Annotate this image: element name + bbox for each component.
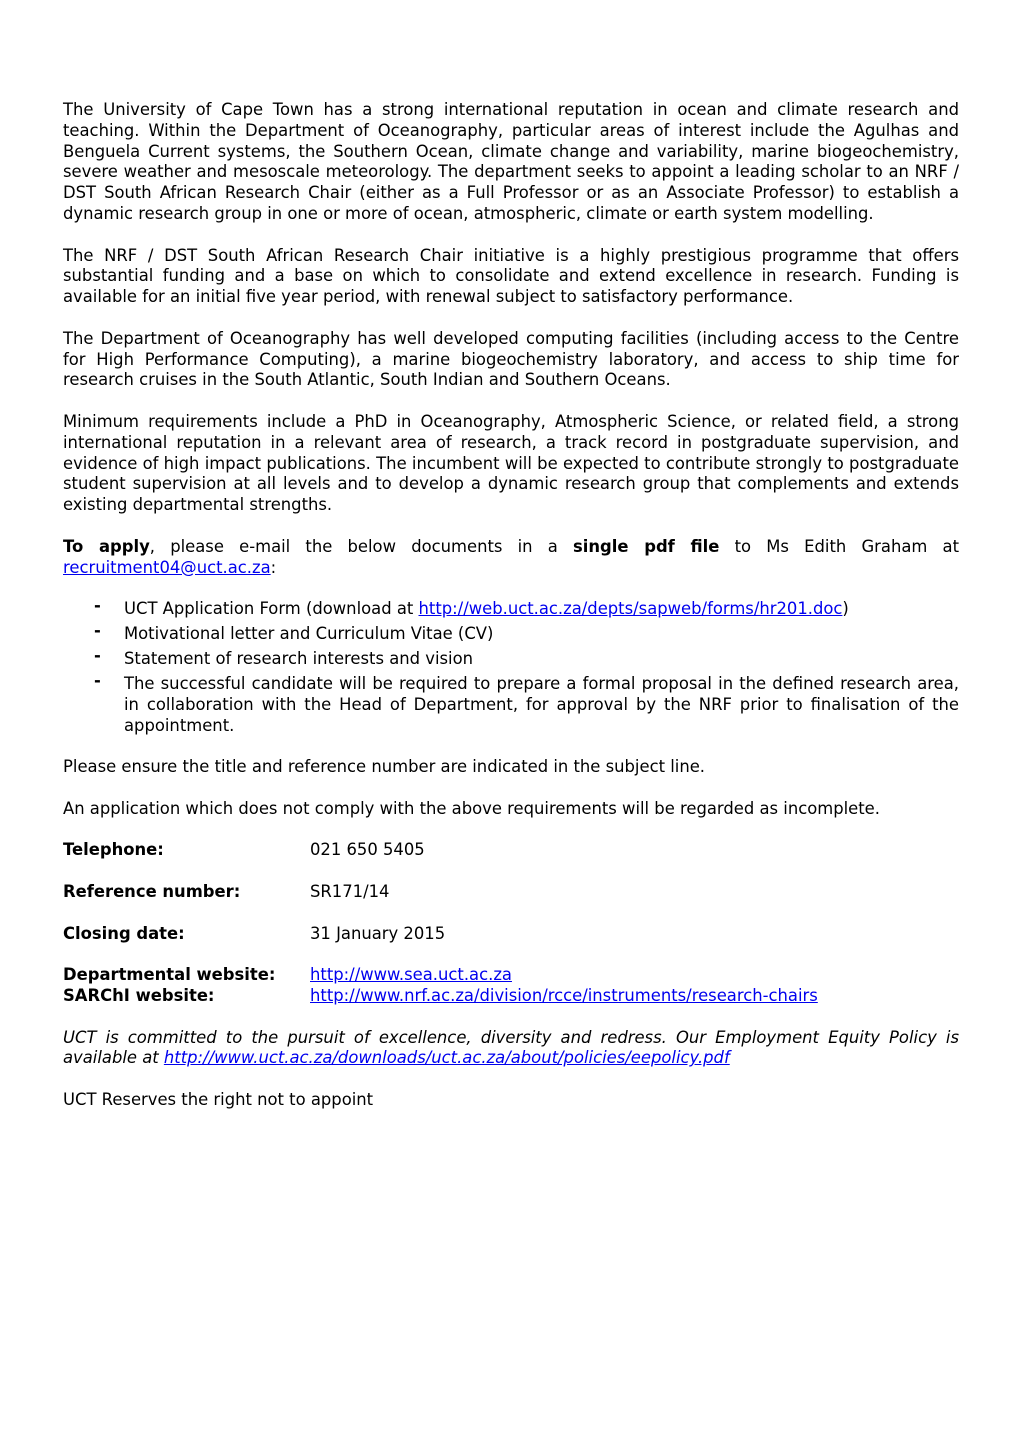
employment-equity-statement — [63, 1028, 959, 1070]
telephone-value: 021 650 5405 — [310, 840, 425, 860]
dash-bullet: - — [94, 671, 101, 691]
departmental-website-row — [63, 965, 959, 986]
formal-proposal-text: The successful candidate will be required to prepare a formal proposal in the defined research area, in collaboration with the Head of Department, for approval by the NRF prior to finalisation of the appointment. — [124, 674, 959, 735]
sarchi-website-link[interactable]: http://www.nrf.ac.za/division/rcce/instruments/research-chairs — [310, 986, 818, 1006]
equity-policy-link[interactable]: http://www.uct.ac.za/downloads/uct.ac.za/about/policies/eepolicy.pdf — [163, 1048, 730, 1068]
application-form-link[interactable]: http://web.uct.ac.za/depts/sapweb/forms/hr201.doc — [418, 599, 843, 619]
research-chair-paragraph: The NRF / DST South African Research Chair initiative is a highly prestigious programme that offers substantial funding and a base on which to consolidate and extend excellence in research. Funding is available for an initial five year period, with renewal subject to satisfactory performance. — [63, 245, 959, 307]
subject-line-note: Please ensure the title and reference number are indicated in the subject line. — [63, 757, 706, 777]
reference-value: SR171/14 — [310, 882, 390, 902]
motivational-letter-text: Motivational letter and Curriculum Vitae (CV) — [124, 624, 494, 644]
apply-text-3: : — [270, 557, 277, 577]
application-form-text: UCT Application Form (download at — [124, 599, 419, 619]
telephone-label: Telephone: — [63, 840, 164, 860]
departmental-website-link[interactable]: http://www.sea.uct.ac.za — [310, 965, 512, 985]
document-body — [63, 100, 959, 1111]
dash-bullet: - — [94, 646, 101, 666]
dash-bullet: - — [94, 621, 101, 641]
requirements-paragraph: Minimum requirements include a PhD in Oceanography, Atmospheric Science, or related field, a strong international reputation in a relevant area of research, a track record in postgraduate supervision, and evidence of high impact publications. The incumbent will be expected to contribute strongly to postgraduate student supervision at all levels and to develop a dynamic research group that complements and extends existing departmental strengths. — [63, 411, 959, 515]
closing-date-value: 31 January 2015 — [310, 923, 446, 943]
list-item — [63, 596, 959, 620]
application-form-close: ) — [842, 599, 849, 619]
dash-bullet: - — [94, 596, 101, 616]
apply-lead: To apply — [63, 536, 150, 556]
list-item — [63, 621, 959, 645]
closing-date-row — [63, 924, 959, 945]
reference-label: Reference number: — [63, 882, 241, 902]
sarchi-website-label: SARChI website: — [63, 986, 215, 1006]
facilities-paragraph: The Department of Oceanography has well developed computing facilities (including access to the Centre for High Performance Computing), a marine biogeochemistry laboratory, and access to ship time for research cruises in the South Atlantic, South Indian and Southern Oceans. — [63, 328, 959, 390]
reference-row — [63, 882, 959, 903]
apply-text-1: , please e-mail the below documents in a — [149, 536, 574, 556]
right-not-to-appoint: UCT Reserves the right not to appoint — [63, 1090, 374, 1110]
equity-text: UCT is committed to the pursuit of excellence, diversity and redress. Our Employment Equity Policy is available at — [63, 1027, 959, 1068]
intro-paragraph: The University of Cape Town has a strong international reputation in ocean and climate research and teaching. Within the Department of Oceanography, particular areas of interest include the Agulhas and Benguela Current systems, the Southern Ocean, climate change and variability, marine biogeochemistry, severe weather and mesoscale meteorology. The department seeks to appoint a leading scholar to an NRF / DST South African Research Chair (either as a Full Professor or as an Associate Professor) to establish a dynamic research group in one or more of ocean, atmospheric, climate or earth system modelling. — [63, 100, 959, 223]
apply-instructions — [63, 537, 959, 579]
list-item — [63, 671, 959, 736]
departmental-website-label: Departmental website: — [63, 965, 276, 985]
required-documents-list — [63, 596, 959, 736]
recruitment-email-link[interactable]: recruitment04@uct.ac.za — [63, 557, 271, 577]
list-item — [63, 646, 959, 670]
incomplete-note: An application which does not comply with the above requirements will be regarded as incomplete. — [63, 798, 880, 818]
apply-text-2: to Ms Edith Graham at — [719, 536, 960, 556]
research-statement-text: Statement of research interests and vision — [124, 649, 474, 669]
sarchi-website-row — [63, 986, 959, 1007]
closing-date-label: Closing date: — [63, 923, 185, 943]
single-pdf-emphasis: single pdf file — [573, 536, 720, 556]
telephone-row — [63, 840, 959, 861]
